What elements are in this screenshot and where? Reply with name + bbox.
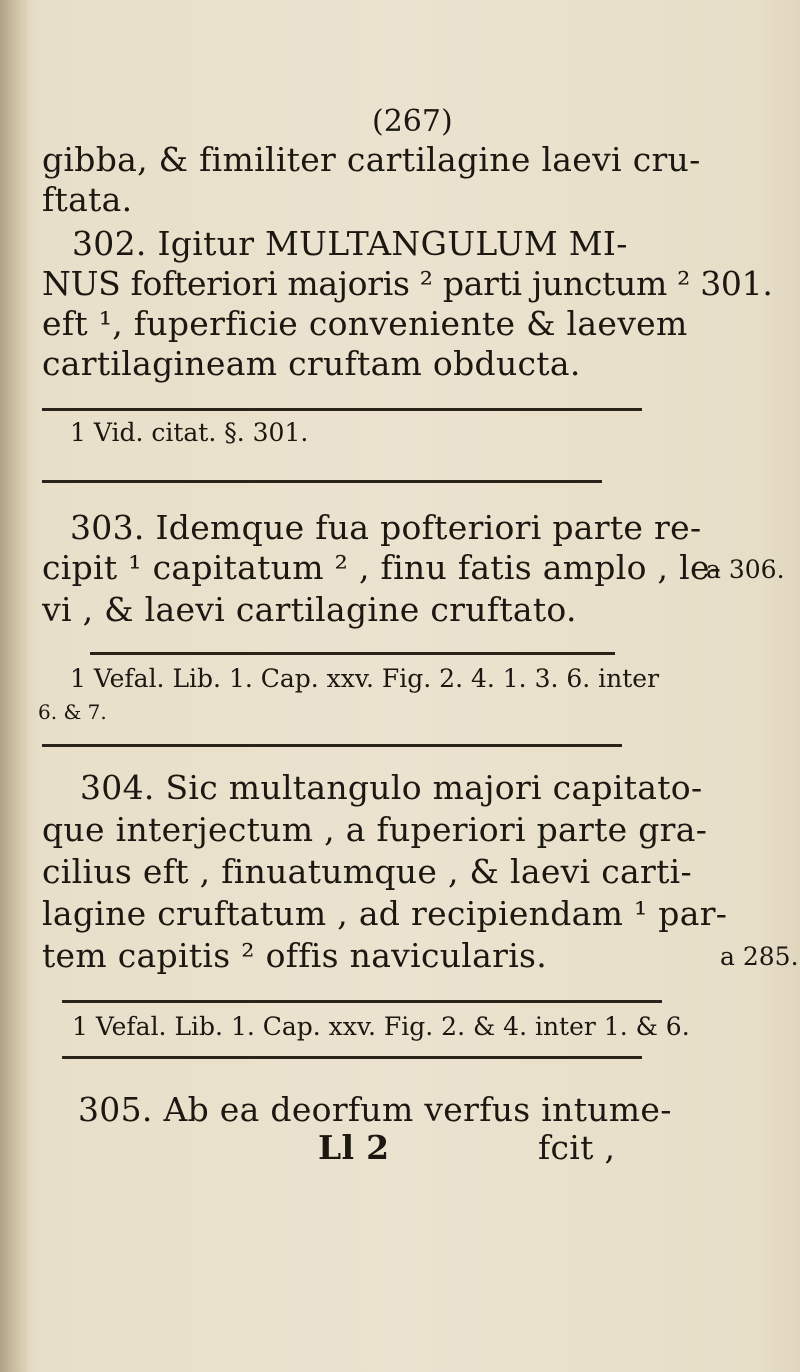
text-line: 302. Igitur MULTANGULUM MI-	[72, 224, 628, 263]
text-line: lagine cruftatum , ad recipiendam ¹ par-	[42, 894, 728, 933]
page-number: (267)	[372, 104, 453, 139]
footnote-rule	[42, 480, 602, 483]
catchword: fcit ,	[538, 1128, 616, 1167]
binding-shadow	[0, 0, 30, 1372]
footnote: 1 Vefal. Lib. 1. Cap. xxv. Fig. 2. 4. 1. 3. 6. inter	[70, 664, 660, 693]
margin-ref: a 306.	[706, 555, 785, 584]
text-line: 305. Ab ea deorfum verfus intume-	[78, 1090, 672, 1129]
footnote-rule	[42, 408, 642, 411]
text-line: NUS fofteriori majoris ² parti junctum ² 301.	[42, 264, 773, 303]
margin-ref: a 285.	[720, 942, 799, 971]
text-line: tem capitis ² offis navicularis.	[42, 936, 548, 975]
footnote-rule	[90, 652, 615, 655]
text-line: 303. Idemque fua pofteriori parte re-	[70, 508, 702, 547]
text-line: eft ¹, fuperficie conveniente & laevem	[42, 304, 688, 343]
text-line: gibba, & fimiliter cartilagine laevi cru-	[42, 140, 701, 179]
footnote-rule	[62, 1056, 642, 1059]
footnote: 1 Vid. citat. §. 301.	[70, 418, 309, 447]
footnote: 6. & 7.	[38, 700, 107, 724]
footnote-rule	[42, 744, 622, 747]
text-line: cilius eft , finuatumque , & laevi carti-	[42, 852, 692, 891]
text-line: que interjectum , a fuperiori parte gra-	[42, 810, 708, 849]
footnote: 1 Vefal. Lib. 1. Cap. xxv. Fig. 2. & 4. inter 1. & 6.	[72, 1012, 690, 1041]
footnote-rule	[62, 1000, 662, 1003]
signature-mark: Ll 2	[318, 1128, 390, 1167]
text-line: 304. Sic multangulo majori capitato-	[80, 768, 703, 807]
text-line: ftata.	[42, 180, 133, 219]
text-line: cartilagineam cruftam obducta.	[42, 344, 581, 383]
text-line: cipit ¹ capitatum ² , finu fatis amplo , le-	[42, 548, 722, 587]
text-line: vi , & laevi cartilagine cruftato.	[42, 590, 577, 629]
